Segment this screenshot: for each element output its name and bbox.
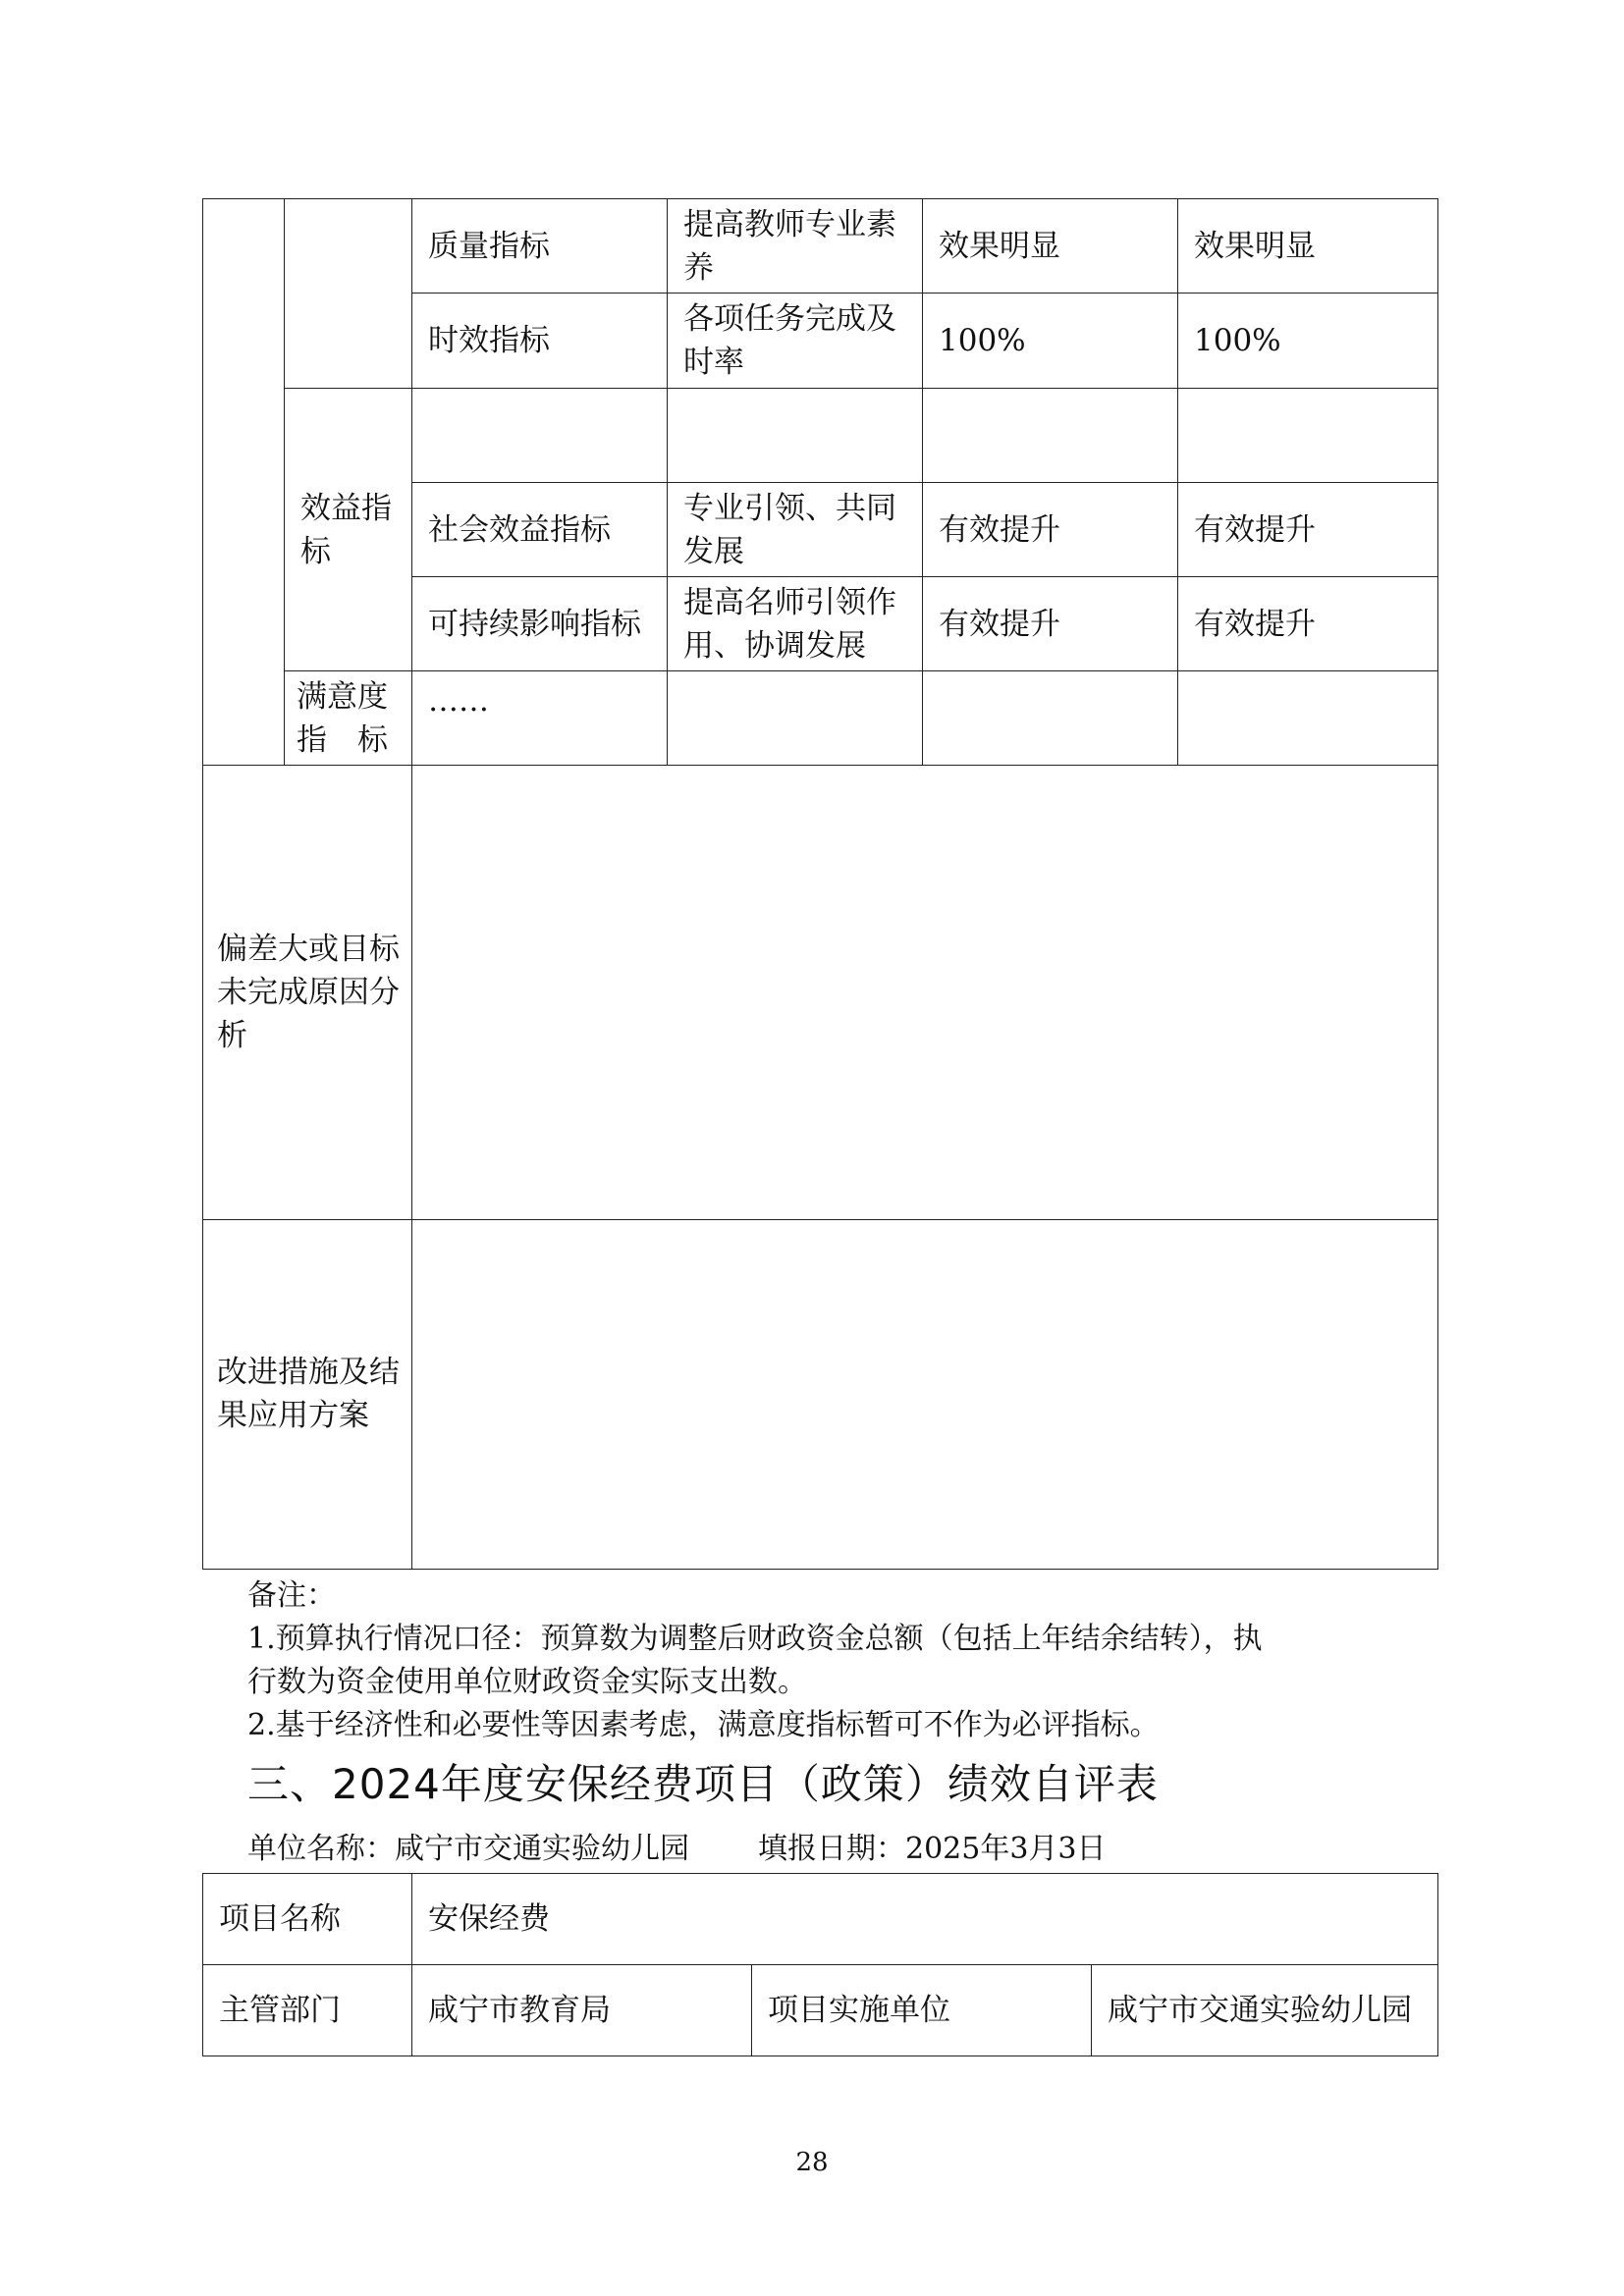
target-cell: 效果明显 (923, 199, 1178, 294)
target-cell: 有效提升 (923, 483, 1178, 577)
indicator-cell (412, 389, 668, 483)
content-cell (668, 389, 923, 483)
deviation-value-cell (412, 766, 1438, 1219)
content-cell (668, 671, 923, 766)
output-group-cell (285, 199, 412, 389)
actual-cell: 100% (1178, 294, 1438, 389)
indicator-cell: 质量指标 (412, 199, 668, 294)
content-cell: 提高教师专业素养 (668, 199, 923, 294)
section-heading: 三、2024年度安保经费项目（政策）绩效自评表 (247, 1760, 1159, 1808)
notes-line-1: 1.预算执行情况口径：预算数为调整后财政资金总额（包括上年结余结转），执 (247, 1622, 1263, 1656)
target-cell (923, 671, 1178, 766)
target-cell: 100% (923, 294, 1178, 389)
dept-value: 咸宁市教育局 (412, 1965, 752, 2056)
indicator-cell: …… (412, 671, 668, 766)
unit-info-line (247, 1828, 1107, 1871)
actual-cell (1178, 389, 1438, 483)
impl-label: 项目实施单位 (752, 1965, 1092, 2056)
project-info-table (202, 1873, 1438, 2056)
content-cell: 各项任务完成及时率 (668, 294, 923, 389)
page-number: 28 (795, 2148, 829, 2177)
actual-cell: 效果明显 (1178, 199, 1438, 294)
unit-name: 单位名称：咸宁市交通实验幼儿园 (247, 1832, 689, 1866)
performance-indicator-table (202, 198, 1438, 1570)
target-cell: 有效提升 (923, 577, 1178, 671)
notes-title: 备注： (247, 1578, 336, 1613)
content-cell: 提高名师引领作用、协调发展 (668, 577, 923, 671)
indicator-cell: 社会效益指标 (412, 483, 668, 577)
deviation-label-cell: 偏差大或目标未完成原因分析 (203, 766, 412, 1219)
dept-label: 主管部门 (203, 1965, 412, 2056)
improve-value-cell (412, 1219, 1438, 1569)
satisfaction-label-cell: 满意度指 标 (285, 671, 412, 766)
benefit-label-cell: 效益指标 (285, 389, 412, 671)
indicator-cell: 可持续影响指标 (412, 577, 668, 671)
notes-line-2: 2.基于经济性和必要性等因素考虑，满意度指标暂可不作为必评指标。 (247, 1708, 1160, 1742)
project-name-label: 项目名称 (203, 1874, 412, 1965)
actual-cell: 有效提升 (1178, 577, 1438, 671)
target-cell (923, 389, 1178, 483)
impl-value: 咸宁市交通实验幼儿园 (1092, 1965, 1438, 2056)
indicator-cell: 时效指标 (412, 294, 668, 389)
project-name-value: 安保经费 (412, 1874, 1438, 1965)
actual-cell: 有效提升 (1178, 483, 1438, 577)
actual-cell (1178, 671, 1438, 766)
report-date: 填报日期：2025年3月3日 (758, 1832, 1107, 1866)
content-cell: 专业引领、共同发展 (668, 483, 923, 577)
outer-blank-cell (203, 199, 285, 766)
improve-label-cell: 改进措施及结果应用方案 (203, 1219, 412, 1569)
notes-line-1b: 行数为资金使用单位财政资金实际支出数。 (247, 1665, 807, 1699)
